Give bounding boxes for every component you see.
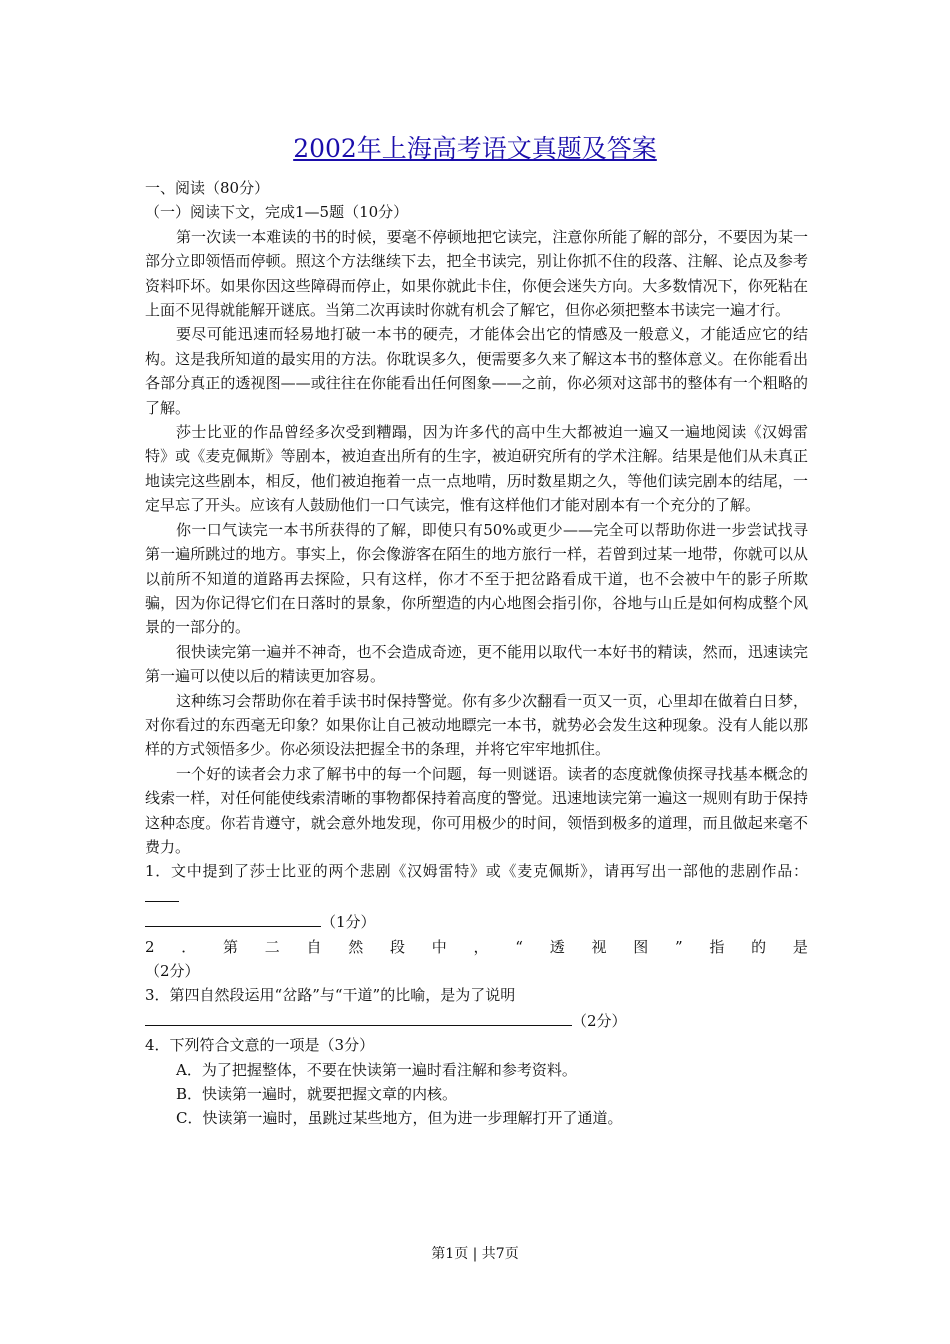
- question-2-char: 透: [549, 937, 565, 956]
- paragraph-3: 莎士比亚的作品曾经多次受到糟蹋，因为许多代的高中生大都被迫一遍又一遍地阅读《汉姆雷特》或《麦克佩斯》等剧本，被迫查出所有的生字，被迫研究所有的学术注解。结果是他们从未真正地读完这些剧本，相反，他们被迫拖着一点一点地啃，历时数星期之久，等他们读完剧本的结尾，一定早忘了开头。应该有人鼓励他们一口气读完，惟有这样他们才能对剧本有一个充分的了解。: [145, 423, 808, 515]
- question-2: [145, 935, 808, 959]
- question-2-char: 中: [431, 937, 447, 956]
- question-2-char: 视: [591, 937, 607, 956]
- option-c[interactable]: C．快读第一遍时，虽跳过某些地方，但为进一步理解打开了通道。: [176, 1109, 623, 1128]
- answer-blank-short[interactable]: [145, 884, 179, 902]
- question-2-char: 二: [264, 937, 280, 956]
- document-body: [145, 176, 808, 1131]
- question-2-char: 2: [145, 937, 155, 956]
- sub-heading: （一）阅读下文，完成1—5题（10分）: [145, 203, 409, 222]
- question-2-char: ，: [473, 937, 489, 956]
- question-2-char: 的: [751, 937, 767, 956]
- question-1-points: （1分）: [321, 913, 376, 932]
- question-2-char: ”: [674, 937, 683, 956]
- question-2-char: 图: [633, 937, 649, 956]
- section-heading: 一、阅读（80分）: [145, 179, 270, 197]
- question-2-char: 自: [306, 937, 322, 956]
- question-1-answer-line: [145, 909, 808, 934]
- question-2-char: 第: [223, 937, 239, 956]
- page-footer: 第1页 | 共7页: [431, 1246, 519, 1262]
- option-b[interactable]: B．快读第一遍时，就要把握文章的内核。: [176, 1085, 458, 1104]
- question-2-char: 段: [390, 937, 406, 956]
- paragraph-5: 很快读完第一遍并不神奇，也不会造成奇迹，更不能用以取代一本好书的精读，然而，迅速读完第一遍可以使以后的精读更加容易。: [145, 642, 808, 686]
- question-2-char: “: [515, 937, 523, 956]
- paragraph-4: 你一口气读完一本书所获得的了解，即使只有50%或更少——完全可以帮助你进一步尝试找寻第一遍所跳过的地方。事实上，你会像游客在陌生的地方旅行一样，若曾到过某一地带，你就可以从以前所不知道的道路再去探险，只有这样，你才不至于把岔路看成干道，也不会被中午的影子所欺骗，因为你记得它们在日落时的景象，你所塑造的内心地图会指引你，谷地与山丘是如何构成整个风景的一部分的。: [145, 520, 808, 637]
- answer-blank-3[interactable]: [145, 1008, 572, 1026]
- question-1-text: 1．文中提到了莎士比亚的两个悲剧《汉姆雷特》或《麦克佩斯》，请再写出一部他的悲剧作品：: [145, 862, 808, 881]
- question-3-points: （2分）: [572, 1011, 627, 1030]
- question-3-answer-line: [145, 1008, 808, 1033]
- question-1: [145, 859, 808, 909]
- question-2-points: （2分）: [145, 962, 200, 980]
- document-title[interactable]: 2002年上海高考语文真题及答案: [293, 134, 657, 163]
- paragraph-6: 这种练习会帮助你在着手读书时保持警觉。你有多少次翻看一页又一页，心里却在做着白日梦，对你看过的东西毫无印象？如果你让自己被动地瞟完一本书，就势必会发生这种现象。没有人能以那样的方式领悟多少。你必须设法把握全书的条理，并将它牢牢地抓住。: [145, 691, 808, 759]
- option-a[interactable]: A．为了把握整体，不要在快读第一遍时看注解和参考资料。: [176, 1060, 577, 1079]
- paragraph-1: 第一次读一本难读的书的时候，要毫不停顿地把它读完，注意你所能了解的部分，不要因为某一部分立即领悟而停顿。照这个方法继续下去，把全书读完，别让你抓不住的段落、注解、论点及参考资料吓坏。如果你因这些障碍而停止，如果你就此卡住，你便会迷失方向。大多数情况下，你死粘在上面不见得就能解开谜底。当第二次再读时你就有机会了解它，但你必须把整本书读完一遍才行。: [145, 227, 808, 320]
- question-2-char: 是: [792, 937, 808, 956]
- question-2-char: 然: [348, 937, 364, 956]
- question-4: 4．下列符合文意的一项是（3分）: [145, 1036, 375, 1055]
- paragraph-7: 一个好的读者会力求了解书中的每一个问题，每一则谜语。读者的态度就像侦探寻找基本概念的线索一样，对任何能使线索清晰的事物都保持着高度的警觉。迅速地读完第一遍这一规则有助于保持这种态度。你若肯遵守，就会意外地发现，你可用极少的时间，领悟到极多的道理，而且做起来毫不费力。: [145, 764, 808, 856]
- question-3: 3．第四自然段运用“岔路”与“干道”的比喻，是为了说明: [145, 986, 516, 1005]
- answer-blank-1[interactable]: [145, 909, 321, 927]
- question-2-char: 指: [709, 937, 725, 956]
- question-2-char: ．: [181, 937, 197, 956]
- paragraph-2: 要尽可能迅速而轻易地打破一本书的硬壳，才能体会出它的情感及一般意义，才能适应它的结构。这是我所知道的最实用的方法。你耽误多久，便需要多久来了解这本书的整体意义。在你能看出各部分真正的透视图——或往往在你能看出任何图象——之前，你必须对这部书的整体有一个粗略的了解。: [145, 325, 808, 417]
